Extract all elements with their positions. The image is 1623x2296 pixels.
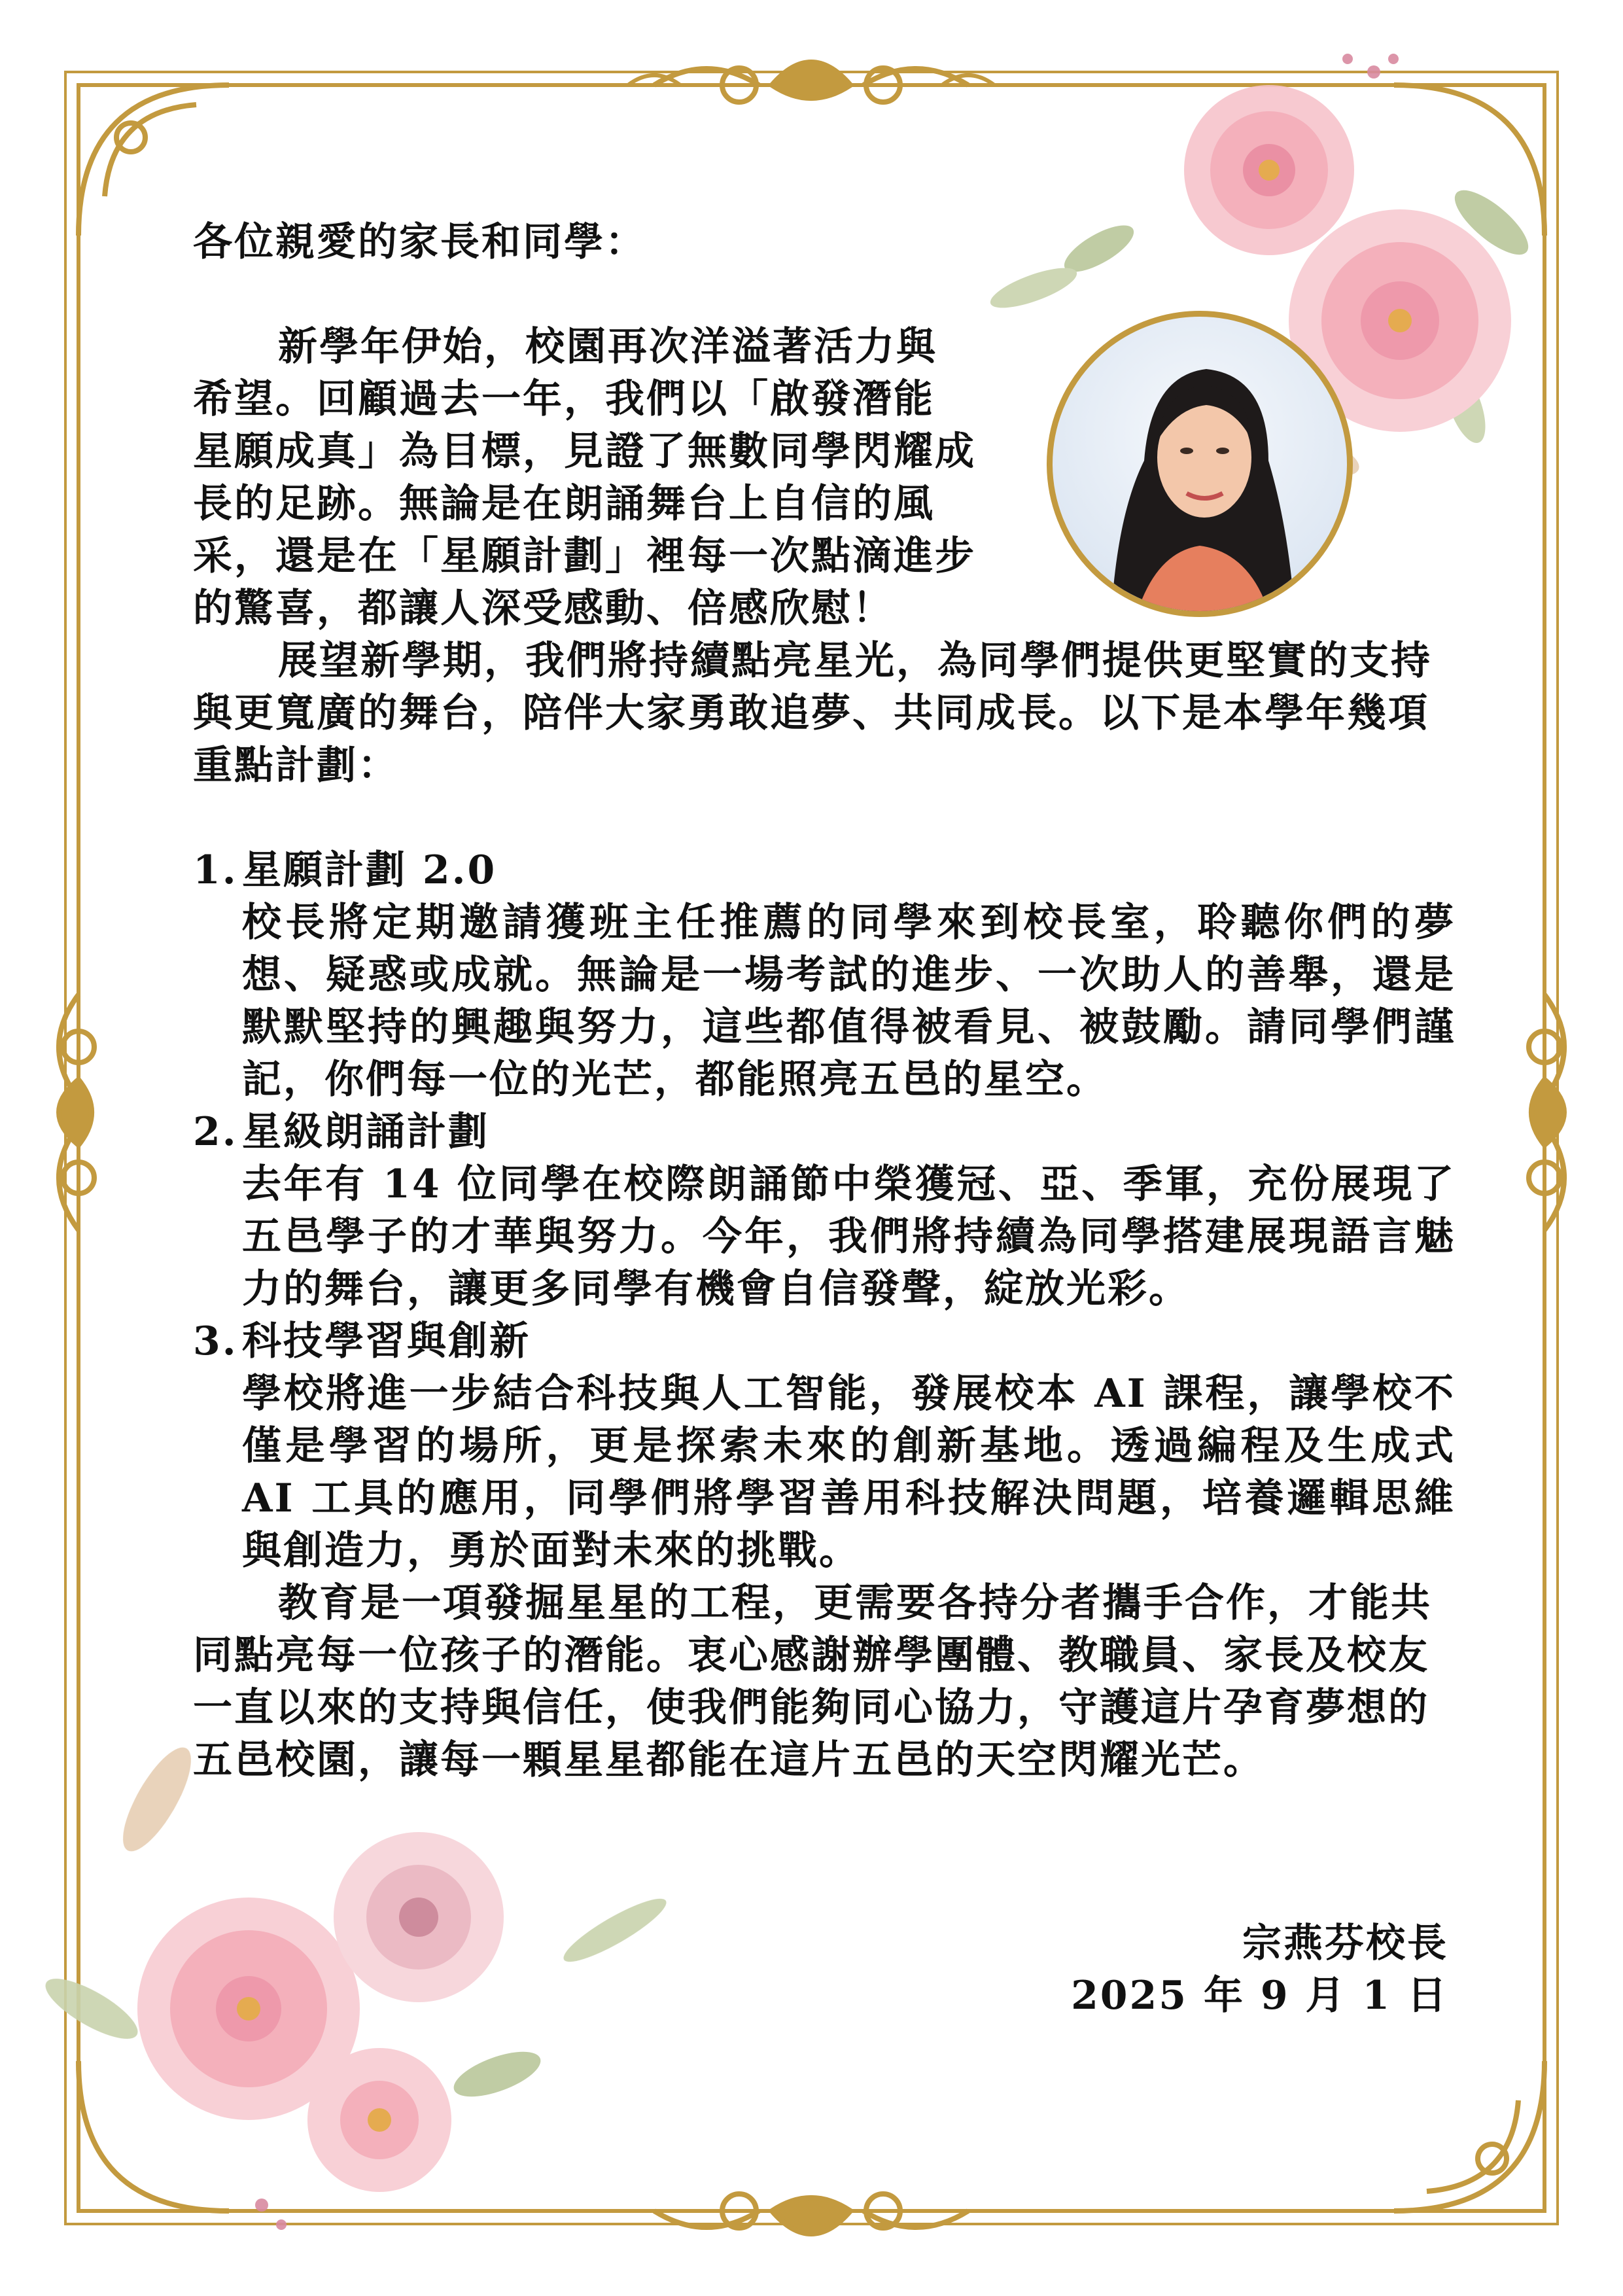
item-number: 3.: [193, 1318, 238, 1364]
closing-paragraph: 教育是一項發掘星星的工程，更需要各持分者攜手合作，才能共同點亮每一位孩子的潛能。衷心感謝辦學團體、教職員、家長及校友一直以來的支持與信任，使我們能夠同心協力，守護這片孕育夢想的五邑校園，讓每一顆星星都能在這片五邑的天空閃耀光芒。: [193, 1580, 1432, 1783]
item-body: 校長將定期邀請獲班主任推薦的同學來到校長室，聆聽你們的夢想、疑惑或成就。無論是一場考試的進步、一次助人的善舉，還是默默堅持的興趣與努力，這些都值得被看見、被鼓勵。請同學們謹記，你們每一位的光芒，都能照亮五邑的星空。: [242, 900, 1456, 1103]
signature-date: 2025 年 9 月 1 日: [1071, 1973, 1448, 2019]
plan-list: [193, 844, 1456, 1577]
signature-block: [1071, 1917, 1448, 2022]
outlook-paragraph: 展望新學期，我們將持續點亮星光，為同學們提供更堅實的支持與更寬廣的舞台，陪伴大家勇敢追夢、共同成長。以下是本學年幾項重點計劃：: [193, 638, 1432, 788]
list-item: [193, 1106, 1456, 1315]
letter-greeting: 各位親愛的家長和同學：: [193, 219, 646, 265]
letter-body: [193, 216, 1456, 1786]
list-item: [193, 844, 1456, 1106]
item-title: 科技學習與創新: [242, 1318, 531, 1364]
intro-paragraph: 新學年伊始，校園再次洋溢著活力與希望。回顧過去一年，我們以「啟發潛能 星願成真」為目標，見證了無數同學閃耀成長的足跡。無論是在朗誦舞台上自信的風采，還是在「星願計劃」裡每一次點滴進步的驚喜，都讓人深受感動、倍感欣慰！: [193, 324, 976, 631]
item-body: 去年有 14 位同學在校際朗誦節中榮獲冠、亞、季軍，充份展現了五邑學子的才華與努力。今年，我們將持續為同學搭建展現語言魅力的舞台，讓更多同學有機會自信發聲，綻放光彩。: [242, 1161, 1456, 1312]
list-item: [193, 1315, 1456, 1577]
item-body: 學校將進一步結合科技與人工智能，發展校本 AI 課程，讓學校不僅是學習的場所，更是探索未來的創新基地。透過編程及生成式 AI 工具的應用，同學們將學習善用科技解決問題，培養邏輯思維與創造力，勇於面對未來的挑戰。: [242, 1371, 1456, 1574]
item-number: 1.: [193, 847, 238, 893]
item-title: 星級朗誦計劃: [242, 1109, 489, 1155]
item-number: 2.: [193, 1109, 238, 1155]
item-title: 星願計劃 2.0: [242, 847, 497, 893]
signature-name: 宗燕芬校長: [1242, 1920, 1448, 1966]
